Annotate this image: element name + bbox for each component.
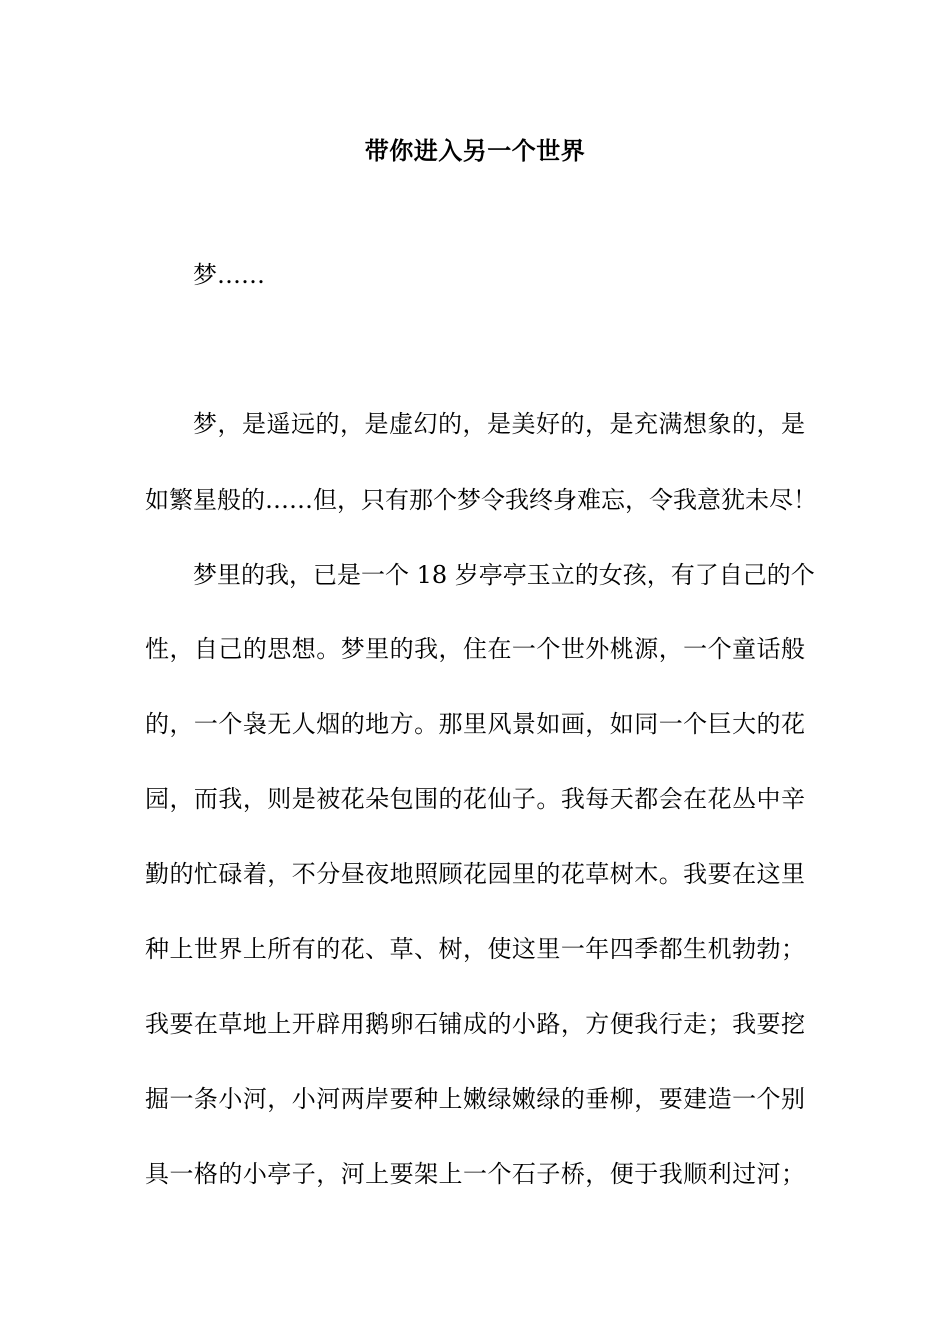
paragraph-line: 种上世界上所有的花、草、树，使这里一年四季都生机勃勃； (145, 935, 805, 963)
paragraph-line: 具一格的小亭子，河上要架上一个石子桥，便于我顺利过河； (145, 1160, 805, 1188)
paragraph-line: 如繁星般的……但，只有那个梦令我终身难忘，令我意犹未尽！ (145, 486, 817, 514)
paragraph-line: 梦里的我，已是一个 18 岁亭亭玉立的女孩，有了自己的个 (193, 561, 815, 589)
paragraph-line: 我要在草地上开辟用鹅卵石铺成的小路，方便我行走；我要挖 (145, 1010, 805, 1038)
paragraph-line: 勤的忙碌着，不分昼夜地照顾花园里的花草树木。我要在这里 (145, 860, 805, 888)
paragraph-line: 的，一个袅无人烟的地方。那里风景如画，如同一个巨大的花 (145, 710, 805, 738)
paragraph-line: 园，而我，则是被花朵包围的花仙子。我每天都会在花丛中辛 (145, 785, 805, 813)
paragraph-line: 梦，是遥远的，是虚幻的，是美好的，是充满想象的，是 (193, 410, 805, 438)
subtitle-line: 梦…… (193, 261, 265, 289)
paragraph-line: 掘一条小河，小河两岸要种上嫩绿嫩绿的垂柳，要建造一个别 (145, 1085, 805, 1113)
paragraph-line: 性，自己的思想。梦里的我，住在一个世外桃源，一个童话般 (145, 635, 805, 663)
document-title: 带你进入另一个世界 (364, 136, 586, 165)
